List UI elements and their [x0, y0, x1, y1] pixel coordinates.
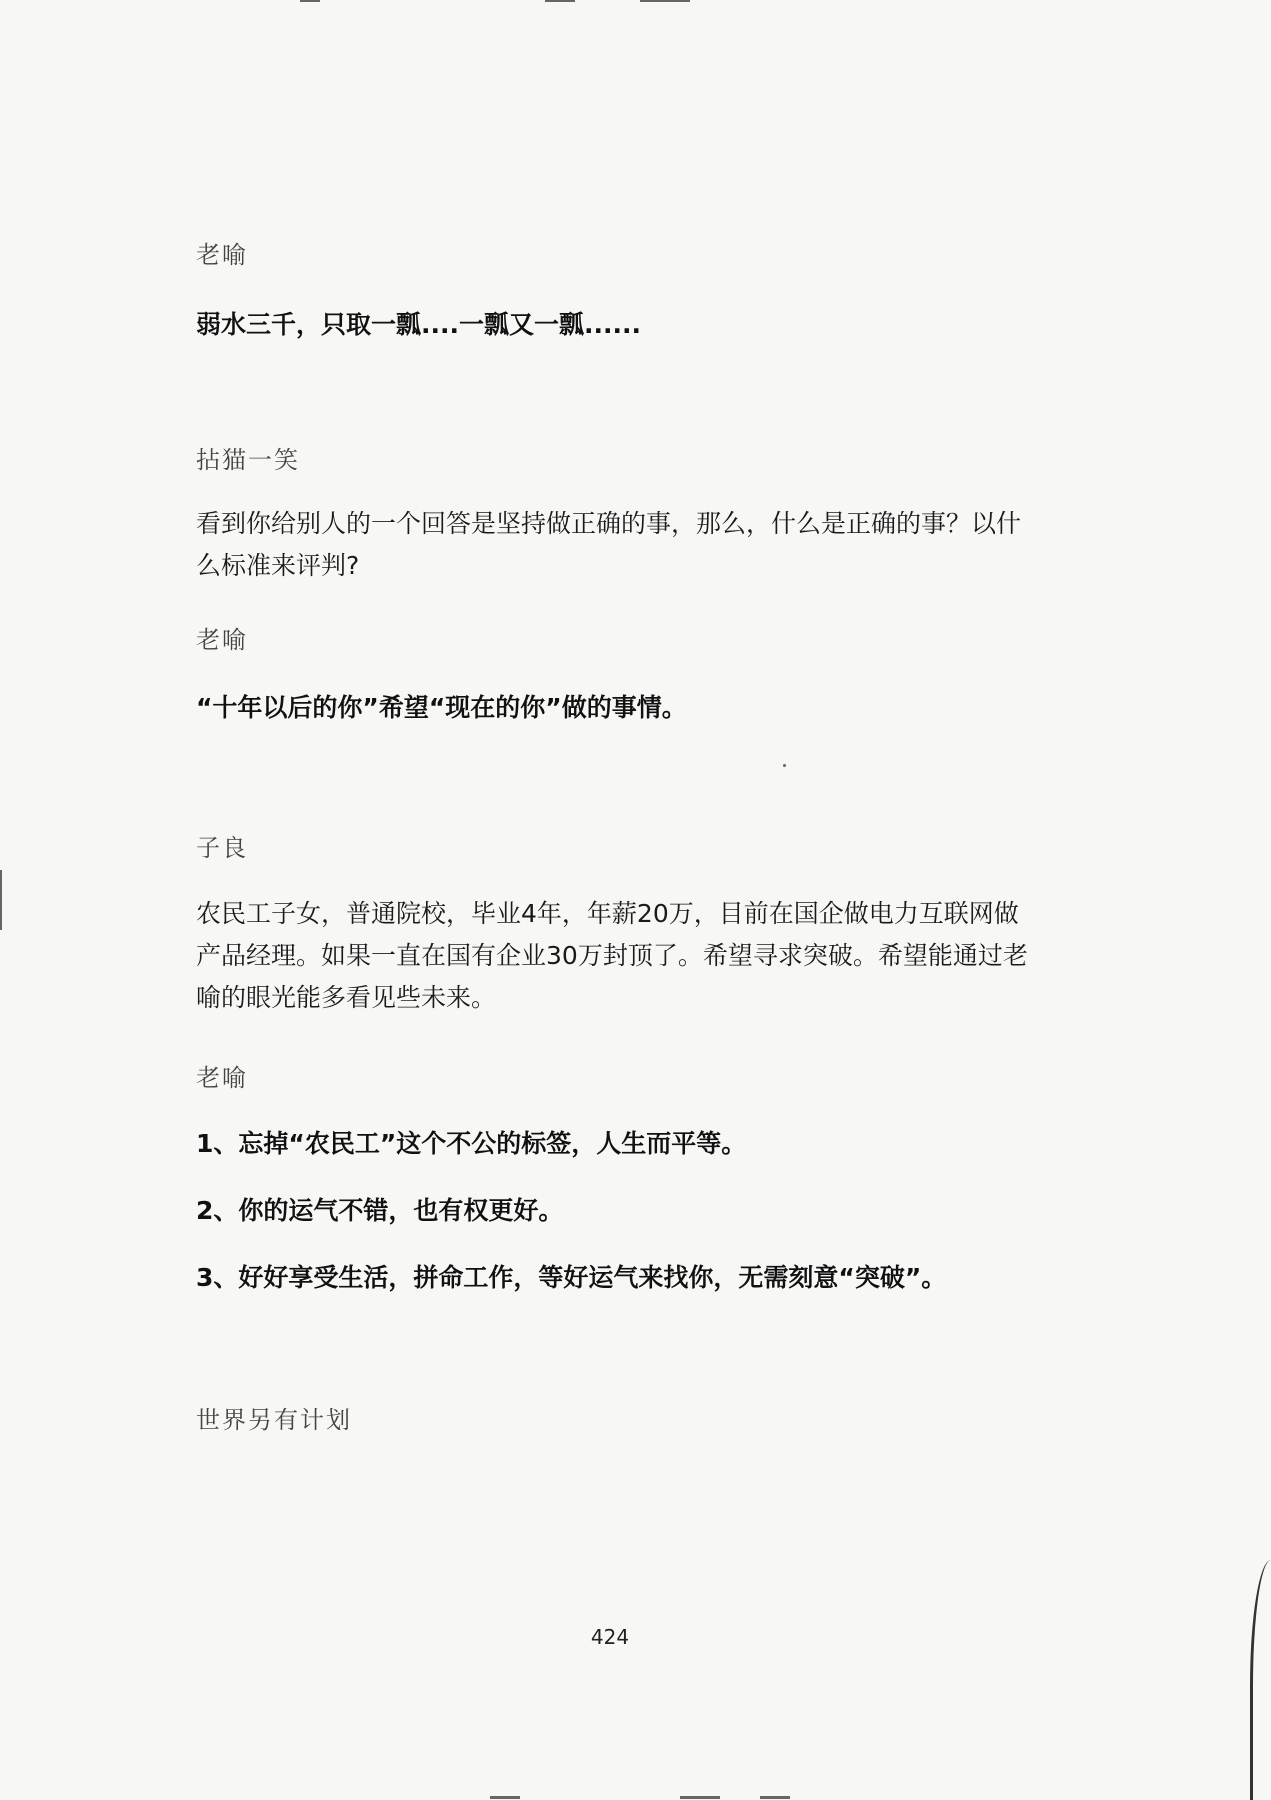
reply-text: 弱水三千，只取一瓢....一瓢又一瓢...... — [196, 310, 641, 339]
reply-item-2: 2、你的运气不错，也有权更好。 — [196, 1196, 564, 1225]
scan-artifact-top-1 — [300, 0, 320, 2]
scan-artifact-bottom-2 — [680, 1796, 720, 1799]
scan-artifact-top-2 — [545, 0, 575, 2]
question-text: 农民工子女，普通院校，毕业4年，年薪20万，目前在国企做电力互联网做产品经理。如果一直在国有企业30万封顶了。希望寻求突破。希望能通过老喻的眼光能多看见些未来。 — [196, 899, 1028, 1012]
speaker-name: 老喻 — [196, 241, 248, 269]
speaker-name: 子良 — [196, 834, 248, 862]
page-number: 424 — [590, 1625, 630, 1649]
scan-artifact-bottom-1 — [490, 1796, 520, 1799]
reply-item-1: 1、忘掉“农民工”这个不公的标签，人生而平等。 — [196, 1129, 747, 1158]
reply-item-3: 3、好好享受生活，拼命工作，等好运气来找你，无需刻意“突破”。 — [196, 1263, 947, 1292]
scan-artifact-left-edge — [0, 870, 2, 930]
speaker-name: 拈猫一笑 — [196, 446, 300, 474]
reply-text: “十年以后的你”希望“现在的你”做的事情。 — [196, 693, 687, 722]
scan-artifact-bottom-3 — [760, 1796, 790, 1799]
question-text: 看到你给别人的一个回答是坚持做正确的事，那么，什么是正确的事？以什么标准来评判? — [196, 509, 1022, 580]
page-edge-curve — [1250, 1560, 1271, 1800]
speaker-name: 世界另有计划 — [196, 1406, 352, 1434]
scan-artifact-top-3 — [640, 0, 690, 2]
scan-artifact-dot — [783, 764, 786, 767]
speaker-name: 老喻 — [196, 626, 248, 654]
speaker-name: 老喻 — [196, 1064, 248, 1092]
